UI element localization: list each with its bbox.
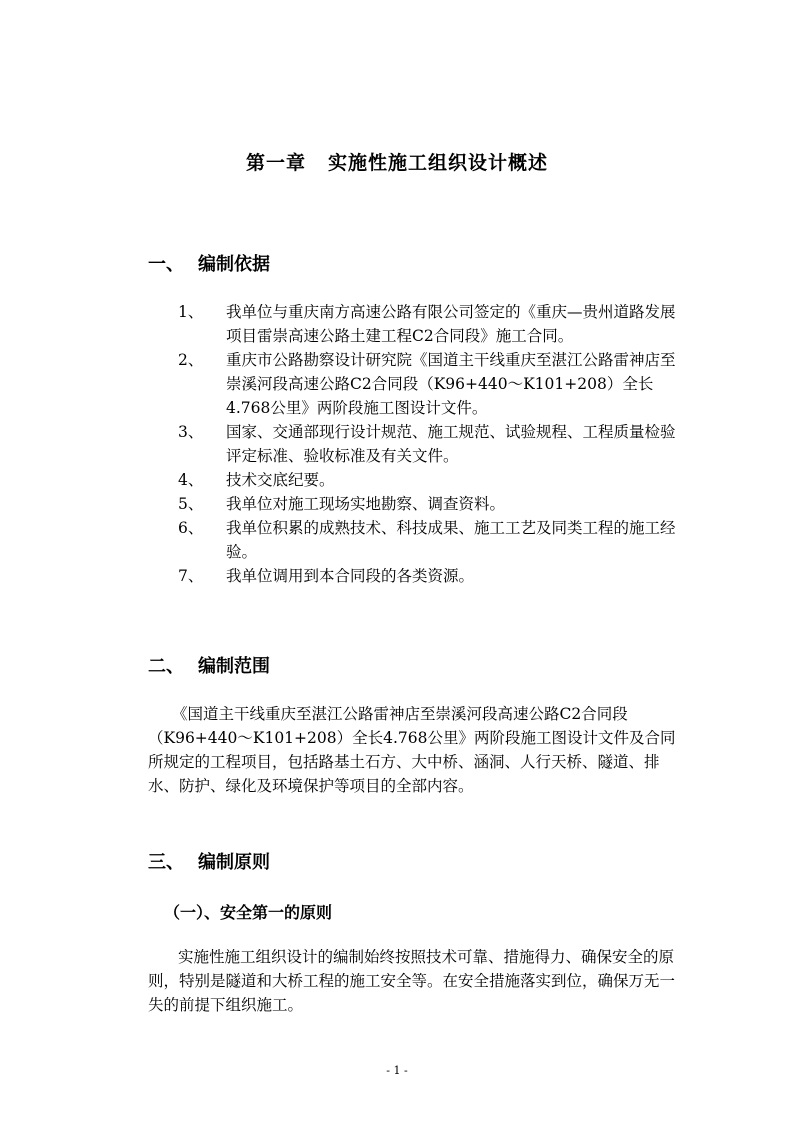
safety-paragraph: 实施性施工组织设计的编制始终按照技术可靠、措施得力、确保安全的原则，特别是隧道和大桥工程的施工安全等。在安全措施落实到位，确保万无一失的前提下组织施工。 xyxy=(148,948,676,1014)
section-heading-text: 编制范围 xyxy=(198,656,270,677)
section-heading-principles xyxy=(148,848,270,874)
list-item: 1、 我单位与重庆南方高速公路有限公司签定的《重庆—贵州道路发展项目雷崇高速公路土建工程C2合同段》施工合同。 xyxy=(178,303,676,345)
list-item: 7、 我单位调用到本合同段的各类资源。 xyxy=(178,567,475,585)
page-number: - 1 - xyxy=(386,1064,408,1077)
section-number: 二、 xyxy=(148,656,184,677)
basis-list xyxy=(148,300,688,588)
section-number: 三、 xyxy=(148,852,184,873)
list-item: 4、 技术交底纪要。 xyxy=(178,471,335,489)
chapter-label: 第一章 xyxy=(245,152,306,174)
section-heading-scope xyxy=(148,652,270,678)
list-item: 2、 重庆市公路勘察设计研究院《国道主干线重庆至湛江公路雷神店至崇溪河段高速公路C2合同段（K96+440～K101+208）全长4.768公里》两阶段施工图设计文件。 xyxy=(178,351,676,417)
section-heading-text: 编制依据 xyxy=(198,254,270,275)
scope-paragraph: 《国道主干线重庆至湛江公路雷神店至崇溪河段高速公路C2合同段（K96+440～K101+208）全长4.768公里》两阶段施工图设计文件及合同所规定的工程项目，包括路基土石方、大中桥、涵洞、人行天桥、隧道、排水、防护、绿化及环境保护等项目的全部内容。 xyxy=(148,705,676,795)
chapter-title-text: 实施性施工组织设计概述 xyxy=(328,152,549,174)
list-item: 6、 我单位积累的成熟技术、科技成果、施工工艺及同类工程的施工经验。 xyxy=(178,519,676,561)
list-item: 3、 国家、交通部现行设计规范、施工规范、试验规程、工程质量检验评定标准、验收标准及有关文件。 xyxy=(178,423,676,465)
chapter-title xyxy=(0,148,794,175)
section-number: 一、 xyxy=(148,254,184,275)
section-heading-text: 编制原则 xyxy=(198,852,270,873)
subsection-heading-safety: （一）、安全第一的原则 xyxy=(164,903,333,922)
list-item: 5、 我单位对施工现场实地勘察、调查资料。 xyxy=(178,495,506,513)
section-heading-basis xyxy=(148,250,270,276)
